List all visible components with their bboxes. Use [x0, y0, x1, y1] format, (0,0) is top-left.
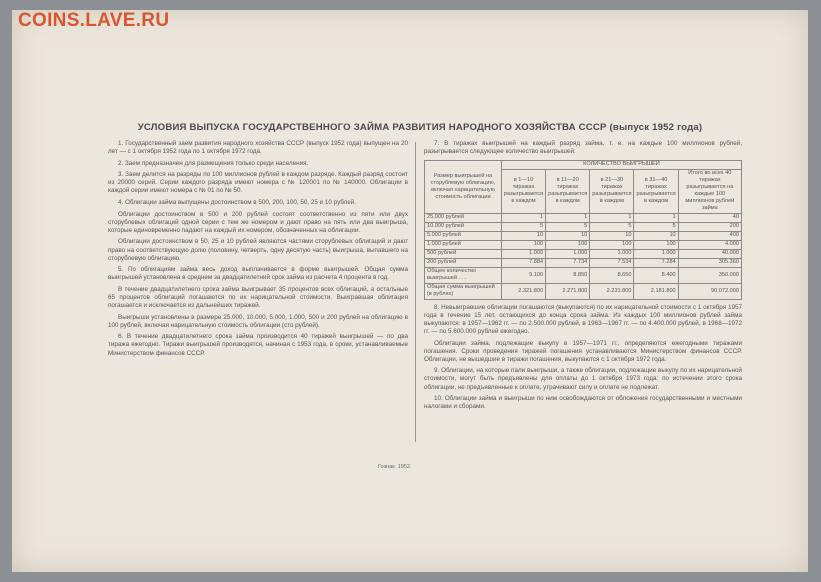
paragraph-3: 3. Заем делится на разряды по 100 миллионов рублей в каждом разряде. Каждый разряд состоит из 20000 серий. Серии каждого разряда имеют номера с № 120001 по № 140000. Облигации в каждой серии имеют номера с № 01 по № 50. [108, 171, 408, 195]
paragraph-4a: Облигации достоинством в 500 и 200 рублей состоят соответственно из пяти или двух сторублевых облигаций одной серии с тем же номером и дают право на пять или два выигрыша, которые единовременно падают на каждый их номером, обозначенных на облигации. [108, 210, 408, 234]
paragraph-1: 1. Государственный заем развития народного хозяйства СССР (выпуск 1952 года) выпущен на 20 лет — с 1 октября 1952 года по 1 октября 1972 года. [108, 140, 408, 156]
total-count-row: Общее количество выигрышей . . . 9.100 8.850 8.650 8.400 350.000 [425, 267, 742, 283]
col-header: в 21—30 тиражах разыгрывается в каждом [590, 169, 634, 213]
total-sum-row: Общая сумма выигрышей (в рублях) 2.321.800 2.271.800 2.231.800 2.181.800 90.072.000 [425, 283, 742, 299]
paragraph-4: 4. Облигации займа выпущены достоинством в 500, 200, 100, 50, 25 и 10 рублей. [118, 199, 357, 207]
table-row: 10.000 рублей 5 5 5 5 200 [425, 222, 742, 231]
paragraph-5b: Выигрыши установлены в размере 25.000, 10.000, 5.000, 1.000, 500 и 200 рублей на облигацию в 100 рублей, включая нарицательную стоимость облигации (сто рублей). [108, 313, 408, 329]
col-header: в 31—40 тиражах разыгрывается в каждом [634, 169, 678, 213]
col-header: в 1—10 тиражах разыгрывается в каждом [501, 169, 545, 213]
paragraph-5: 5. По облигациям займа весь доход выплачивается в форме выигрышей. Общая сумма выигрышей установлена в среднем за двадцатилетний срок займа из расчета 4 процента в год. [108, 266, 408, 282]
paragraph-8a: Облигации займа, подлежащие выкупу в 1957—1971 гг., определяются ежегодными тиражами погашения. Сроки проведения тиражей погашения устанавливаются Министерством финансов СССР. Облигации, не вышедшие в тиражи погашения, выкупаются с 1 октября 1972 года. [424, 339, 742, 363]
paragraph-4b: Облигации достоинством в 50, 25 и 10 рублей являются частями сторублевых облигаций и дают право на соответствующую долю (половину, четверть, одну десятую часть) выигрыша, выпавшего на сторублевую облигацию. [108, 238, 408, 262]
table-row: 500 рублей 1.000 1.000 1.000 1.000 40.000 [425, 249, 742, 258]
paragraph-6: 6. В течение двадцатилетнего срока займа производится 40 тиражей выигрышей — по два тиража ежегодно. Тиражи выигрышей производятся, начиная с 1953 года, в сроки, устанавливаемые Министерством финансов СССР. [108, 333, 408, 357]
paragraph-9: 9. Облигации, на которые пали выигрыши, а также облигации, подлежащие выкупу по их нарицательной стоимости, могут быть предъявлены для оплаты до 1 октября 1973 года: по истечении этого срока облигации, не предъявленные к оплате, утрачивают силу и оплате не подлежат. [424, 367, 742, 391]
paragraph-8: 8. Невыигравшие облигации погашаются (выкупаются) по их нарицательной стоимости с 1 октября 1957 года в течение 15 лет, остающихся до конца срока займа. Из каждых 100 миллионов рублей займа выкупаются: в 1957—1962 гг. — по 2.500.000 рублей, в 1963—1967 гг. — по 4.400.000 рублей, в 1968—1972 гг. — по 5.600.000 рублей ежегодно. [424, 303, 742, 335]
prize-size-header: Размер выигрышей на сторублевую облигацию, включая нарицательную стоимость облигации [425, 160, 502, 213]
table-row: 200 рублей 7.884 7.734 7.534 7.284 305.360 [425, 258, 742, 267]
col-header: в 11—20 тиражах разыгрывается в каждом [546, 169, 590, 213]
paragraph-10: 10. Облигации займа и выигрыши по ним освобождаются от обложения государственными и местными налогами и сборами. [424, 395, 742, 411]
group-header: КОЛИЧЕСТВО ВЫИГРЫШЕЙ [501, 160, 741, 169]
paragraph-5a: В течение двадцатилетнего срока займа выигрывает 35 процентов всех облигаций, а остальные 65 процентов облигаций погашаются по их нарицательной стоимости. Выигравшая облигация погашается и исключается из дальнейших тиражей. [108, 285, 408, 310]
table-row: 25.000 рублей 1 1 1 1 40 [425, 213, 742, 222]
col-header-total: Итого во всех 40 тиражах разыгрывается на каждые 100 миллионов рублей займа [678, 169, 741, 213]
paragraph-2: 2. Заем предназначен для размещения только среди населения. [118, 159, 309, 167]
prize-table [424, 160, 742, 300]
paragraph-7: 7. В тиражах выигрышей на каждый разряд займа, т. е. на каждые 100 миллионов рублей, разыгрывается следующее количество выигрышей: [424, 140, 742, 156]
page-title: УСЛОВИЯ ВЫПУСКА ГОСУДАРСТВЕННОГО ЗАЙМА РАЗВИТИЯ НАРОДНОГО ХОЗЯЙСТВА СССР (выпуск 1952 года) [137, 122, 703, 133]
table-row: 1.000 рублей 100 100 100 100 4.000 [425, 240, 742, 249]
column-divider [415, 142, 416, 442]
table-row: 5.000 рублей 10 10 10 10 400 [425, 231, 742, 240]
left-column [108, 140, 408, 361]
site-watermark: COINS.LAVE.RU [18, 10, 170, 31]
printer-imprint: Гознак. 1952. [378, 464, 412, 470]
right-column [424, 140, 742, 415]
